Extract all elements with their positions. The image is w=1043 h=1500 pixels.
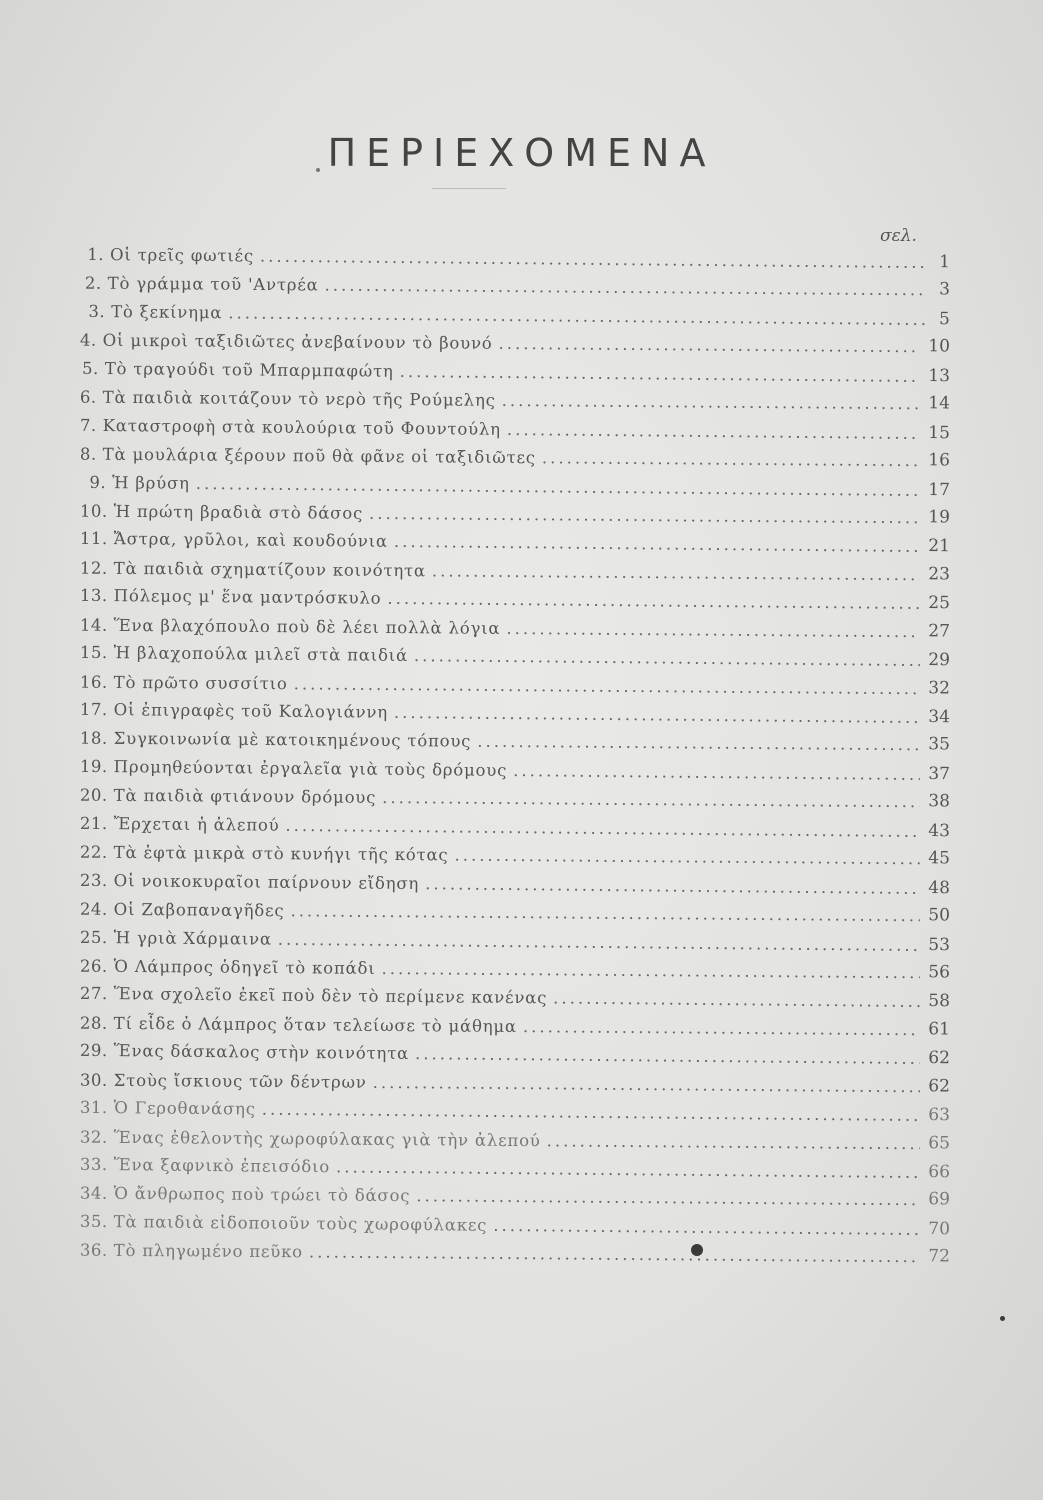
- toc-entry-number: 18.: [79, 729, 108, 749]
- toc-entry-page: 1: [939, 252, 951, 273]
- toc-entry-number: 24.: [79, 900, 108, 920]
- toc-entry-title: Ἡ γριὰ Χάρμαινα: [113, 928, 272, 949]
- toc-entry-page: 10: [928, 336, 951, 358]
- dot-leader: [502, 392, 921, 414]
- toc-entry-number: 4.: [79, 331, 97, 351]
- toc-entry-title: Καταστροφὴ στὰ κουλούρια τοῦ Φουντούλη: [102, 416, 501, 439]
- toc-entry-number: 23.: [79, 870, 108, 891]
- toc-entry-number: 7.: [79, 415, 97, 436]
- toc-entry-page: 23: [928, 564, 951, 585]
- toc-entry-title: Ἔρχεται ἡ ἀλεπού: [113, 814, 280, 835]
- toc-entry-title: Ἕνα βλαχόπουλο ποὺ δὲ λέει πολλὰ λόγια: [113, 615, 501, 639]
- toc-entry-number: 17.: [79, 700, 108, 720]
- toc-entry-number: 29.: [79, 1041, 108, 1061]
- toc-entry-number: 8.: [79, 445, 97, 465]
- toc-entry-title: Τὰ μουλάρια ξέρουν ποῦ θὰ φᾶνε οἱ ταξιδιῶτες: [102, 445, 536, 468]
- toc-entry-page: 5: [939, 309, 951, 330]
- toc-entry-number: 19.: [79, 757, 108, 777]
- toc-entry-page: 63: [928, 1105, 951, 1126]
- toc-entry-number: 26.: [79, 956, 108, 977]
- toc-entry-page: 50: [928, 905, 951, 926]
- toc-entry-page: 29: [928, 650, 951, 671]
- toc-entry-title: Ἕνας δάσκαλος στὴν κοινότητα: [113, 1041, 410, 1064]
- toc-entry-number: 35.: [79, 1212, 108, 1232]
- toc-entry-page: 69: [928, 1190, 951, 1211]
- table-of-contents: [79, 240, 951, 1268]
- toc-entry-page: 66: [928, 1162, 951, 1183]
- toc-entry-page: 37: [928, 764, 951, 785]
- toc-entry-number: 3.: [88, 302, 106, 322]
- toc-entry-page: 48: [928, 878, 951, 899]
- toc-entry-title: Τὸ πρῶτο συσσίτιο: [113, 672, 288, 694]
- toc-entry-page: 61: [928, 1019, 951, 1040]
- toc-entry-title: Τὸ πληγωμένο πεῦκο: [113, 1241, 304, 1263]
- toc-entry-title: Οἱ τρεῖς φωτιές: [109, 245, 255, 266]
- toc-entry-number: 21.: [79, 814, 108, 834]
- toc-entry-title: Ἡ πρώτη βραδιὰ στὸ δάσος: [113, 502, 364, 524]
- toc-entry-page: 35: [928, 735, 951, 756]
- toc-entry-number: 2.: [84, 274, 102, 294]
- toc-entry-title: Τί εἶδε ὁ Λάμπρος ὅταν τελείωσε τὸ μάθημα: [113, 1014, 517, 1037]
- toc-entry-number: 15.: [79, 643, 108, 663]
- toc-entry-page: 62: [928, 1076, 951, 1097]
- toc-entry-page: 25: [928, 593, 951, 614]
- toc-entry-title: Ἕνας ἐθελοντὴς χωροφύλακας γιὰ τὴν ἀλεπού: [113, 1127, 541, 1151]
- toc-entry-page: 21: [928, 536, 951, 557]
- toc-entry-title: Τὰ ἑφτὰ μικρὰ στὸ κυνήγι τῆς κότας: [113, 843, 449, 866]
- toc-entry-page: 3: [939, 280, 951, 301]
- toc-entry-number: 32.: [79, 1127, 108, 1147]
- toc-entry-number: 12.: [79, 558, 108, 579]
- toc-entry-title: Στοὺς ἴσκιους τῶν δέντρων: [113, 1070, 367, 1092]
- toc-entry-title: Προμηθεύονται ἐργαλεῖα γιὰ τοὺς δρόμους: [113, 757, 508, 781]
- ornament-dot: [316, 168, 320, 172]
- toc-entry-title: Ὁ Γεροθανάσης: [113, 1098, 256, 1120]
- toc-entry-page: 13: [928, 366, 951, 387]
- ink-speck: [691, 1244, 703, 1256]
- toc-entry-number: 10.: [79, 501, 108, 522]
- toc-entry-title: Ὁ Λάμπρος ὁδηγεῖ τὸ κοπάδι: [113, 957, 376, 979]
- toc-entry-title: Ἕνα ξαφνικὸ ἐπεισόδιο: [113, 1155, 331, 1177]
- toc-entry-title: Τὸ τραγούδι τοῦ Μπαρμπαφώτη: [104, 359, 394, 382]
- toc-entry-page: 65: [928, 1133, 951, 1154]
- toc-entry-title: Τὸ γράμμα τοῦ 'Αντρέα: [107, 274, 319, 296]
- toc-entry-number: 9.: [89, 472, 107, 493]
- toc-entry-title: Τὸ ξεκίνημα: [111, 302, 223, 323]
- ink-speck: [1000, 1316, 1005, 1321]
- toc-entry-number: 14.: [79, 615, 108, 635]
- toc-entry-page: 56: [928, 962, 951, 983]
- toc-entry-number: 25.: [79, 927, 108, 948]
- toc-entry-number: 36.: [79, 1241, 108, 1261]
- toc-entry-number: 11.: [79, 529, 108, 549]
- toc-entry-page: 15: [928, 423, 951, 444]
- toc-entry-title: Τὰ παιδιὰ εἰδοποιοῦν τοὺς χωροφύλακες: [113, 1212, 488, 1236]
- toc-entry-page: 53: [928, 934, 951, 956]
- toc-entry-title: Ἡ βρύση: [112, 473, 190, 493]
- toc-entry-number: 31.: [79, 1098, 108, 1118]
- toc-entry-title: Οἱ Ζαβοπαναγῆδες: [113, 900, 285, 921]
- toc-entry-page: 38: [928, 791, 951, 813]
- toc-entry-title: Τὰ παιδιὰ σχηματίζουν κοινότητα: [113, 559, 426, 581]
- toc-entry-page: 32: [928, 678, 951, 699]
- title-divider: [432, 188, 506, 189]
- toc-entry-number: 13.: [79, 586, 108, 606]
- toc-entry-number: 16.: [79, 672, 108, 692]
- toc-entry-number: 5.: [81, 359, 99, 379]
- toc-entry-title: Ἄστρα, γρῦλοι, καὶ κουδούνια: [113, 529, 388, 552]
- toc-entry-number: 27.: [79, 984, 108, 1004]
- dot-leader: [542, 449, 921, 471]
- toc-entry-number: 33.: [79, 1155, 108, 1175]
- toc-entry-title: Πόλεμος μ' ἕνα μαντρόσκυλο: [113, 586, 382, 609]
- page-title: ΠΕΡΙΕΧΟΜΕΝΑ: [327, 131, 716, 176]
- toc-entry-title: Οἱ μικροὶ ταξιδιῶτες ἀνεβαίνουν τὸ βουνό: [102, 331, 493, 354]
- toc-entry-number: 28.: [79, 1013, 108, 1034]
- toc-entry-number: 30.: [79, 1070, 108, 1090]
- toc-entry-number: 22.: [79, 843, 108, 863]
- toc-entry-title: Οἱ ἐπιγραφὲς τοῦ Καλογιάννη: [113, 700, 389, 723]
- dot-leader: [309, 1243, 920, 1267]
- toc-entry-title: Οἱ νοικοκυραῖοι παίρνουν εἴδηση: [113, 871, 420, 894]
- toc-entry-title: Ἡ βλαχοπούλα μιλεῖ στὰ παιδιά: [113, 643, 409, 666]
- toc-entry-title: Ἕνα σχολεῖο ἐκεῖ ποὺ δὲν τὸ περίμενε κανένας: [113, 984, 548, 1009]
- toc-entry-page: 16: [928, 450, 951, 471]
- toc-entry-page: 58: [928, 991, 951, 1012]
- toc-entry-page: 45: [928, 848, 951, 870]
- toc-entry-number: 6.: [79, 388, 97, 408]
- toc-entry-page: 72: [928, 1246, 951, 1268]
- toc-entry-page: 70: [928, 1219, 951, 1240]
- toc-entry-title: Ὁ ἄνθρωπος ποὺ τρώει τὸ δάσος: [113, 1184, 411, 1207]
- toc-entry: [80, 1232, 950, 1267]
- toc-entry-number: 34.: [79, 1184, 108, 1204]
- toc-entry-page: 62: [928, 1048, 951, 1069]
- page-column-label: σελ.: [880, 226, 917, 246]
- toc-entry-page: 17: [928, 479, 951, 501]
- toc-entry-page: 43: [928, 821, 951, 842]
- toc-entry-page: 27: [928, 621, 951, 642]
- toc-entry-number: 20.: [79, 786, 108, 806]
- toc-entry-title: Τὰ παιδιὰ κοιτάζουν τὸ νερὸ τῆς Ρούμελης: [102, 388, 496, 411]
- toc-entry-page: 34: [928, 707, 951, 728]
- toc-entry-title: Συγκοινωνία μὲ κατοικημένους τόπους: [113, 729, 472, 752]
- toc-entry-title: Τὰ παιδιὰ φτιάνουν δρόμους: [113, 786, 377, 808]
- toc-entry-page: 19: [928, 507, 951, 528]
- toc-entry-number: 1.: [87, 245, 105, 265]
- toc-entry-page: 14: [928, 393, 951, 415]
